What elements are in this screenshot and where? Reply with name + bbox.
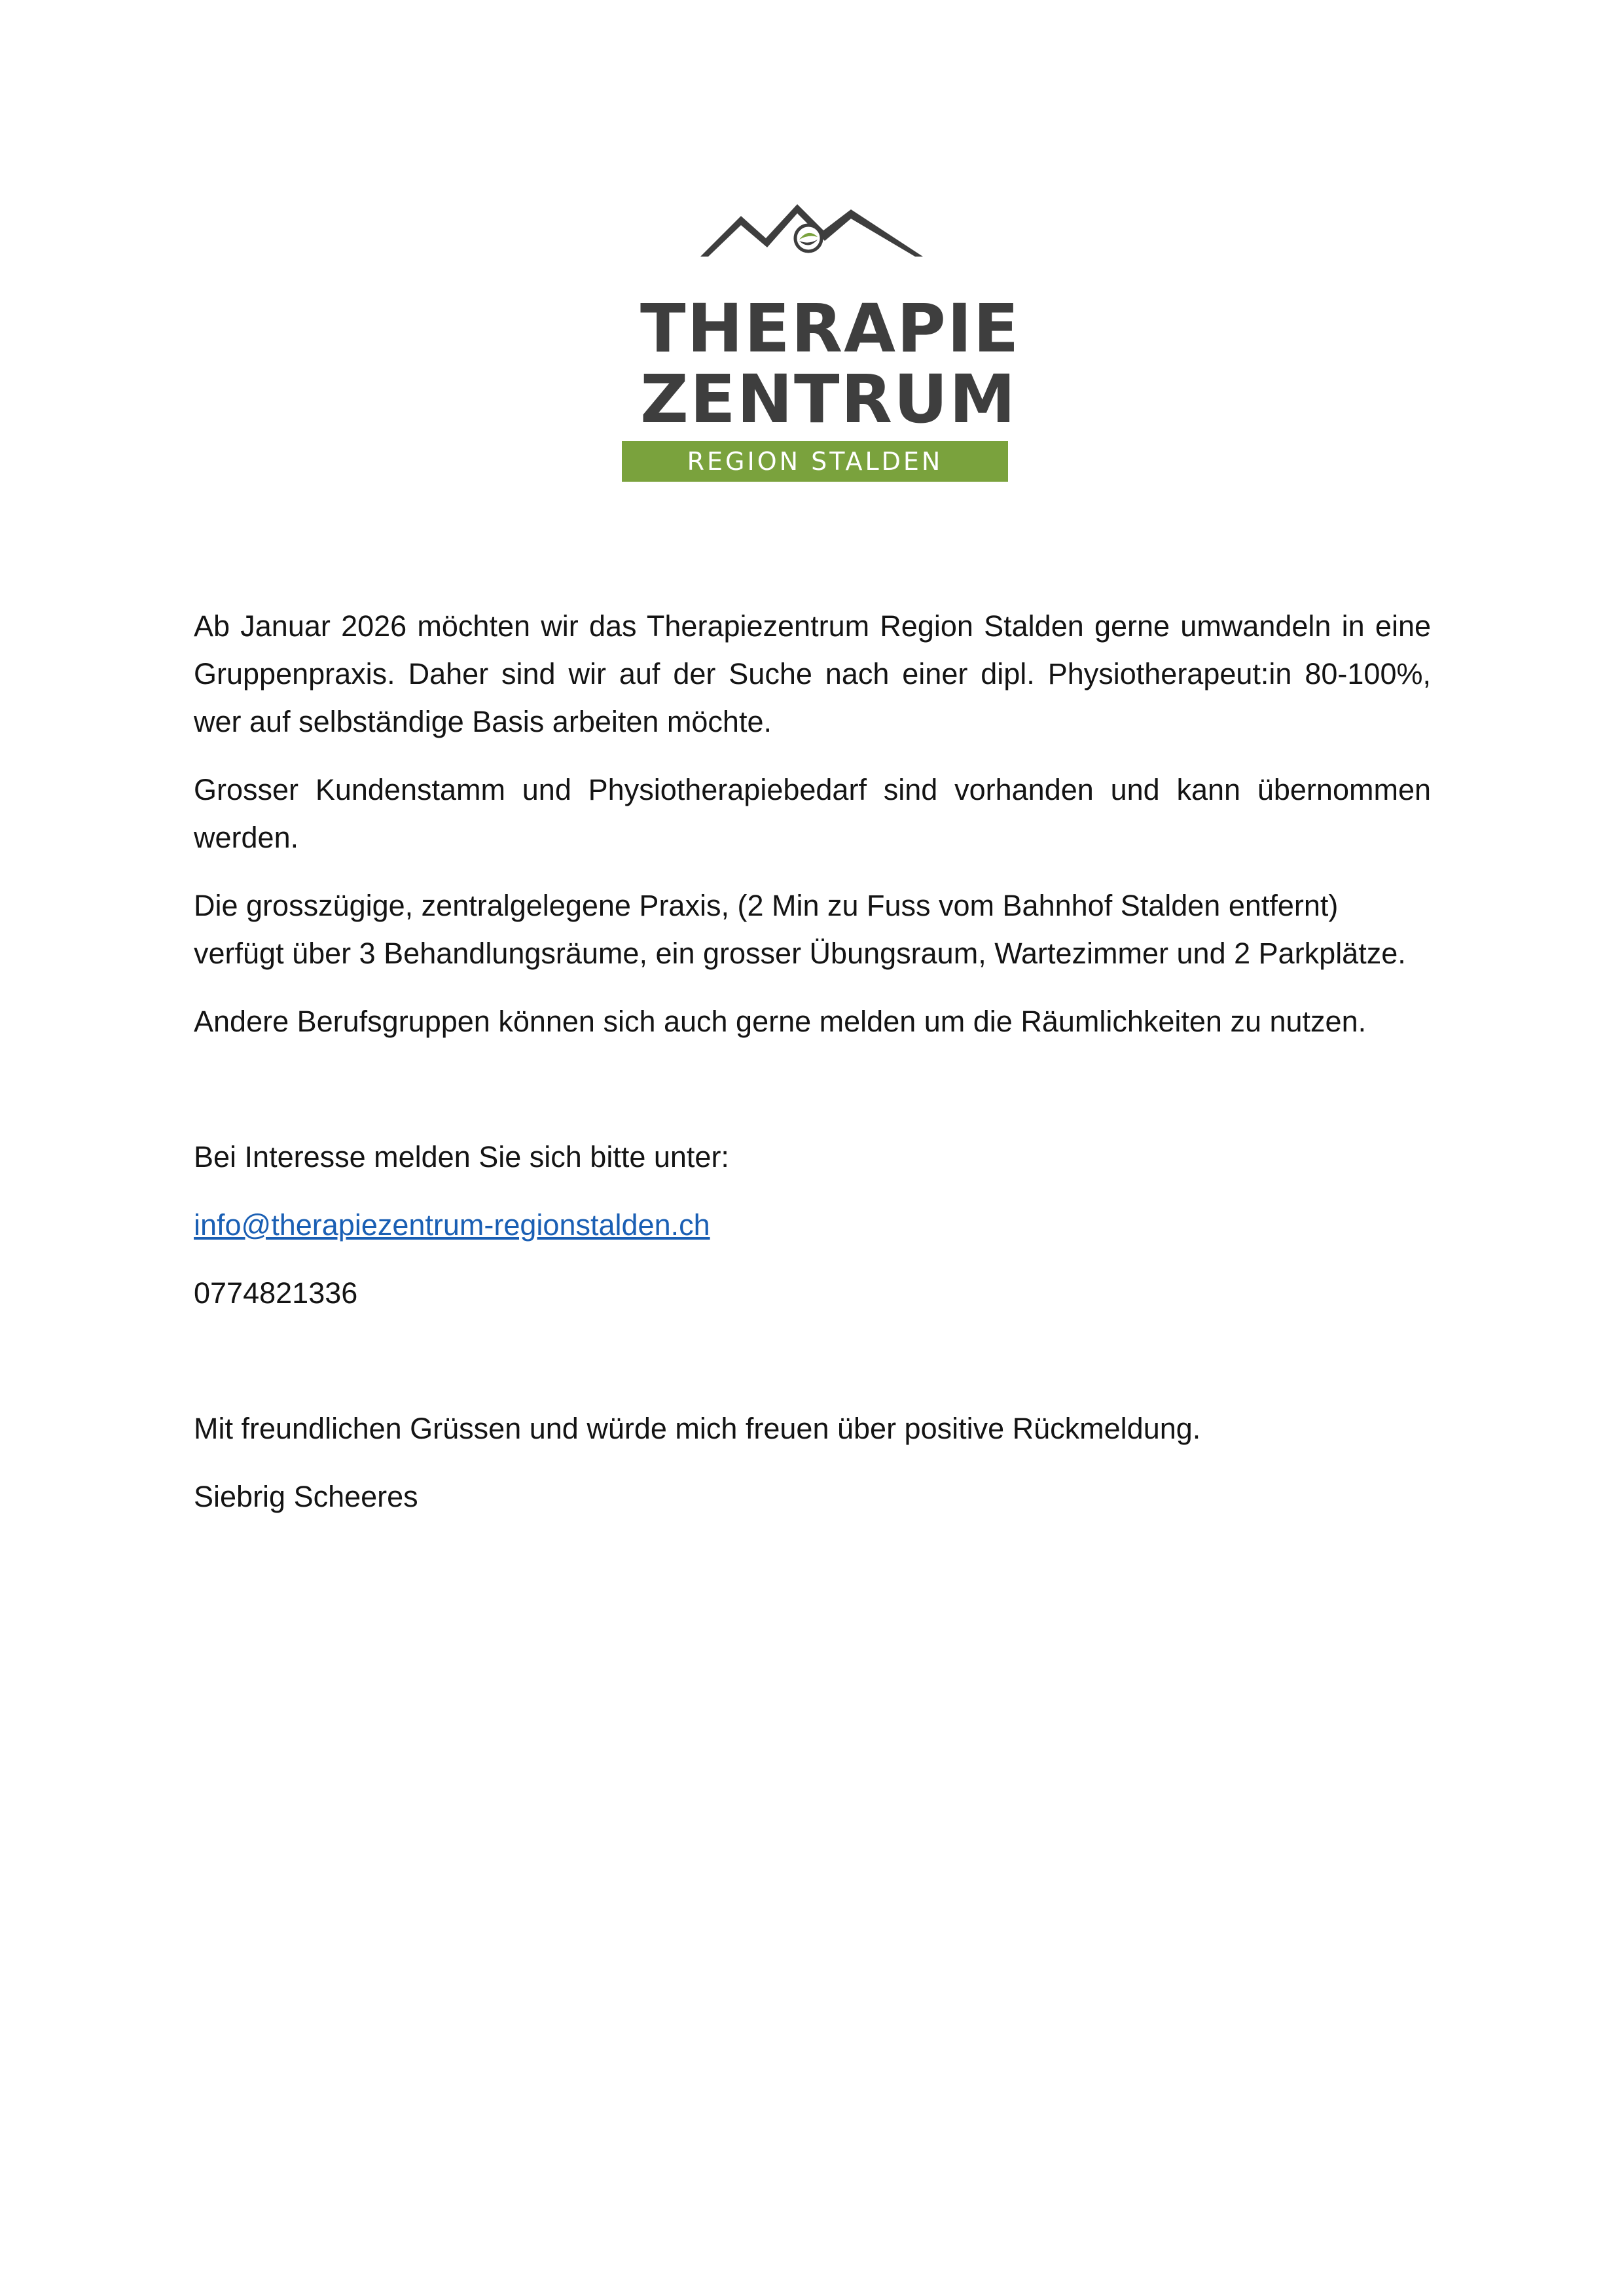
paragraph-clients: Grosser Kundenstamm und Physiotherapiebedarf sind vorhanden und kann übernommen werden. (194, 773, 1431, 854)
letter-body (194, 602, 1431, 1541)
logo-region-band: REGION STALDEN (622, 441, 1008, 482)
logo-title-line2: ZENTRUM (640, 361, 1017, 439)
paragraph-practice: Die grosszügige, zentralgelegene Praxis, (2 Min zu Fuss vom Bahnhof Stalden entfernt) verfügt über 3 Behandlungsräume, ein grosser Übungsraum, Wartezimmer und 2 Parkplätze. (194, 889, 1406, 970)
paragraph-other-groups: Andere Berufsgruppen können sich auch gerne melden um die Räumlichkeiten zu nutzen. (194, 1005, 1367, 1038)
contact-email-line (194, 1201, 1431, 1249)
closing-greeting: Mit freundlichen Grüssen und würde mich freuen über positive Rückmeldung. (194, 1412, 1201, 1445)
contact-phone: 0774821336 (194, 1276, 358, 1310)
email-link[interactable]: info@therapiezentrum-regionstalden.ch (194, 1208, 710, 1242)
mountain-logo-icon (700, 191, 923, 270)
signature: Siebrig Scheeres (194, 1480, 418, 1513)
contact-intro: Bei Interesse melden Sie sich bitte unter: (194, 1140, 729, 1174)
spacer (194, 1337, 1431, 1405)
company-logo (622, 191, 1020, 486)
spacer (194, 1066, 1431, 1133)
paragraph-intro: Ab Januar 2026 möchten wir das Therapiezentrum Region Stalden gerne umwandeln in eine Gruppenpraxis. Daher sind wir auf der Suche nach einer dipl. Physiotherapeut:in 80-100%, wer auf selbständige Basis arbeiten möchte. (194, 609, 1431, 738)
logo-title-line1: THERAPIE (640, 290, 1020, 368)
